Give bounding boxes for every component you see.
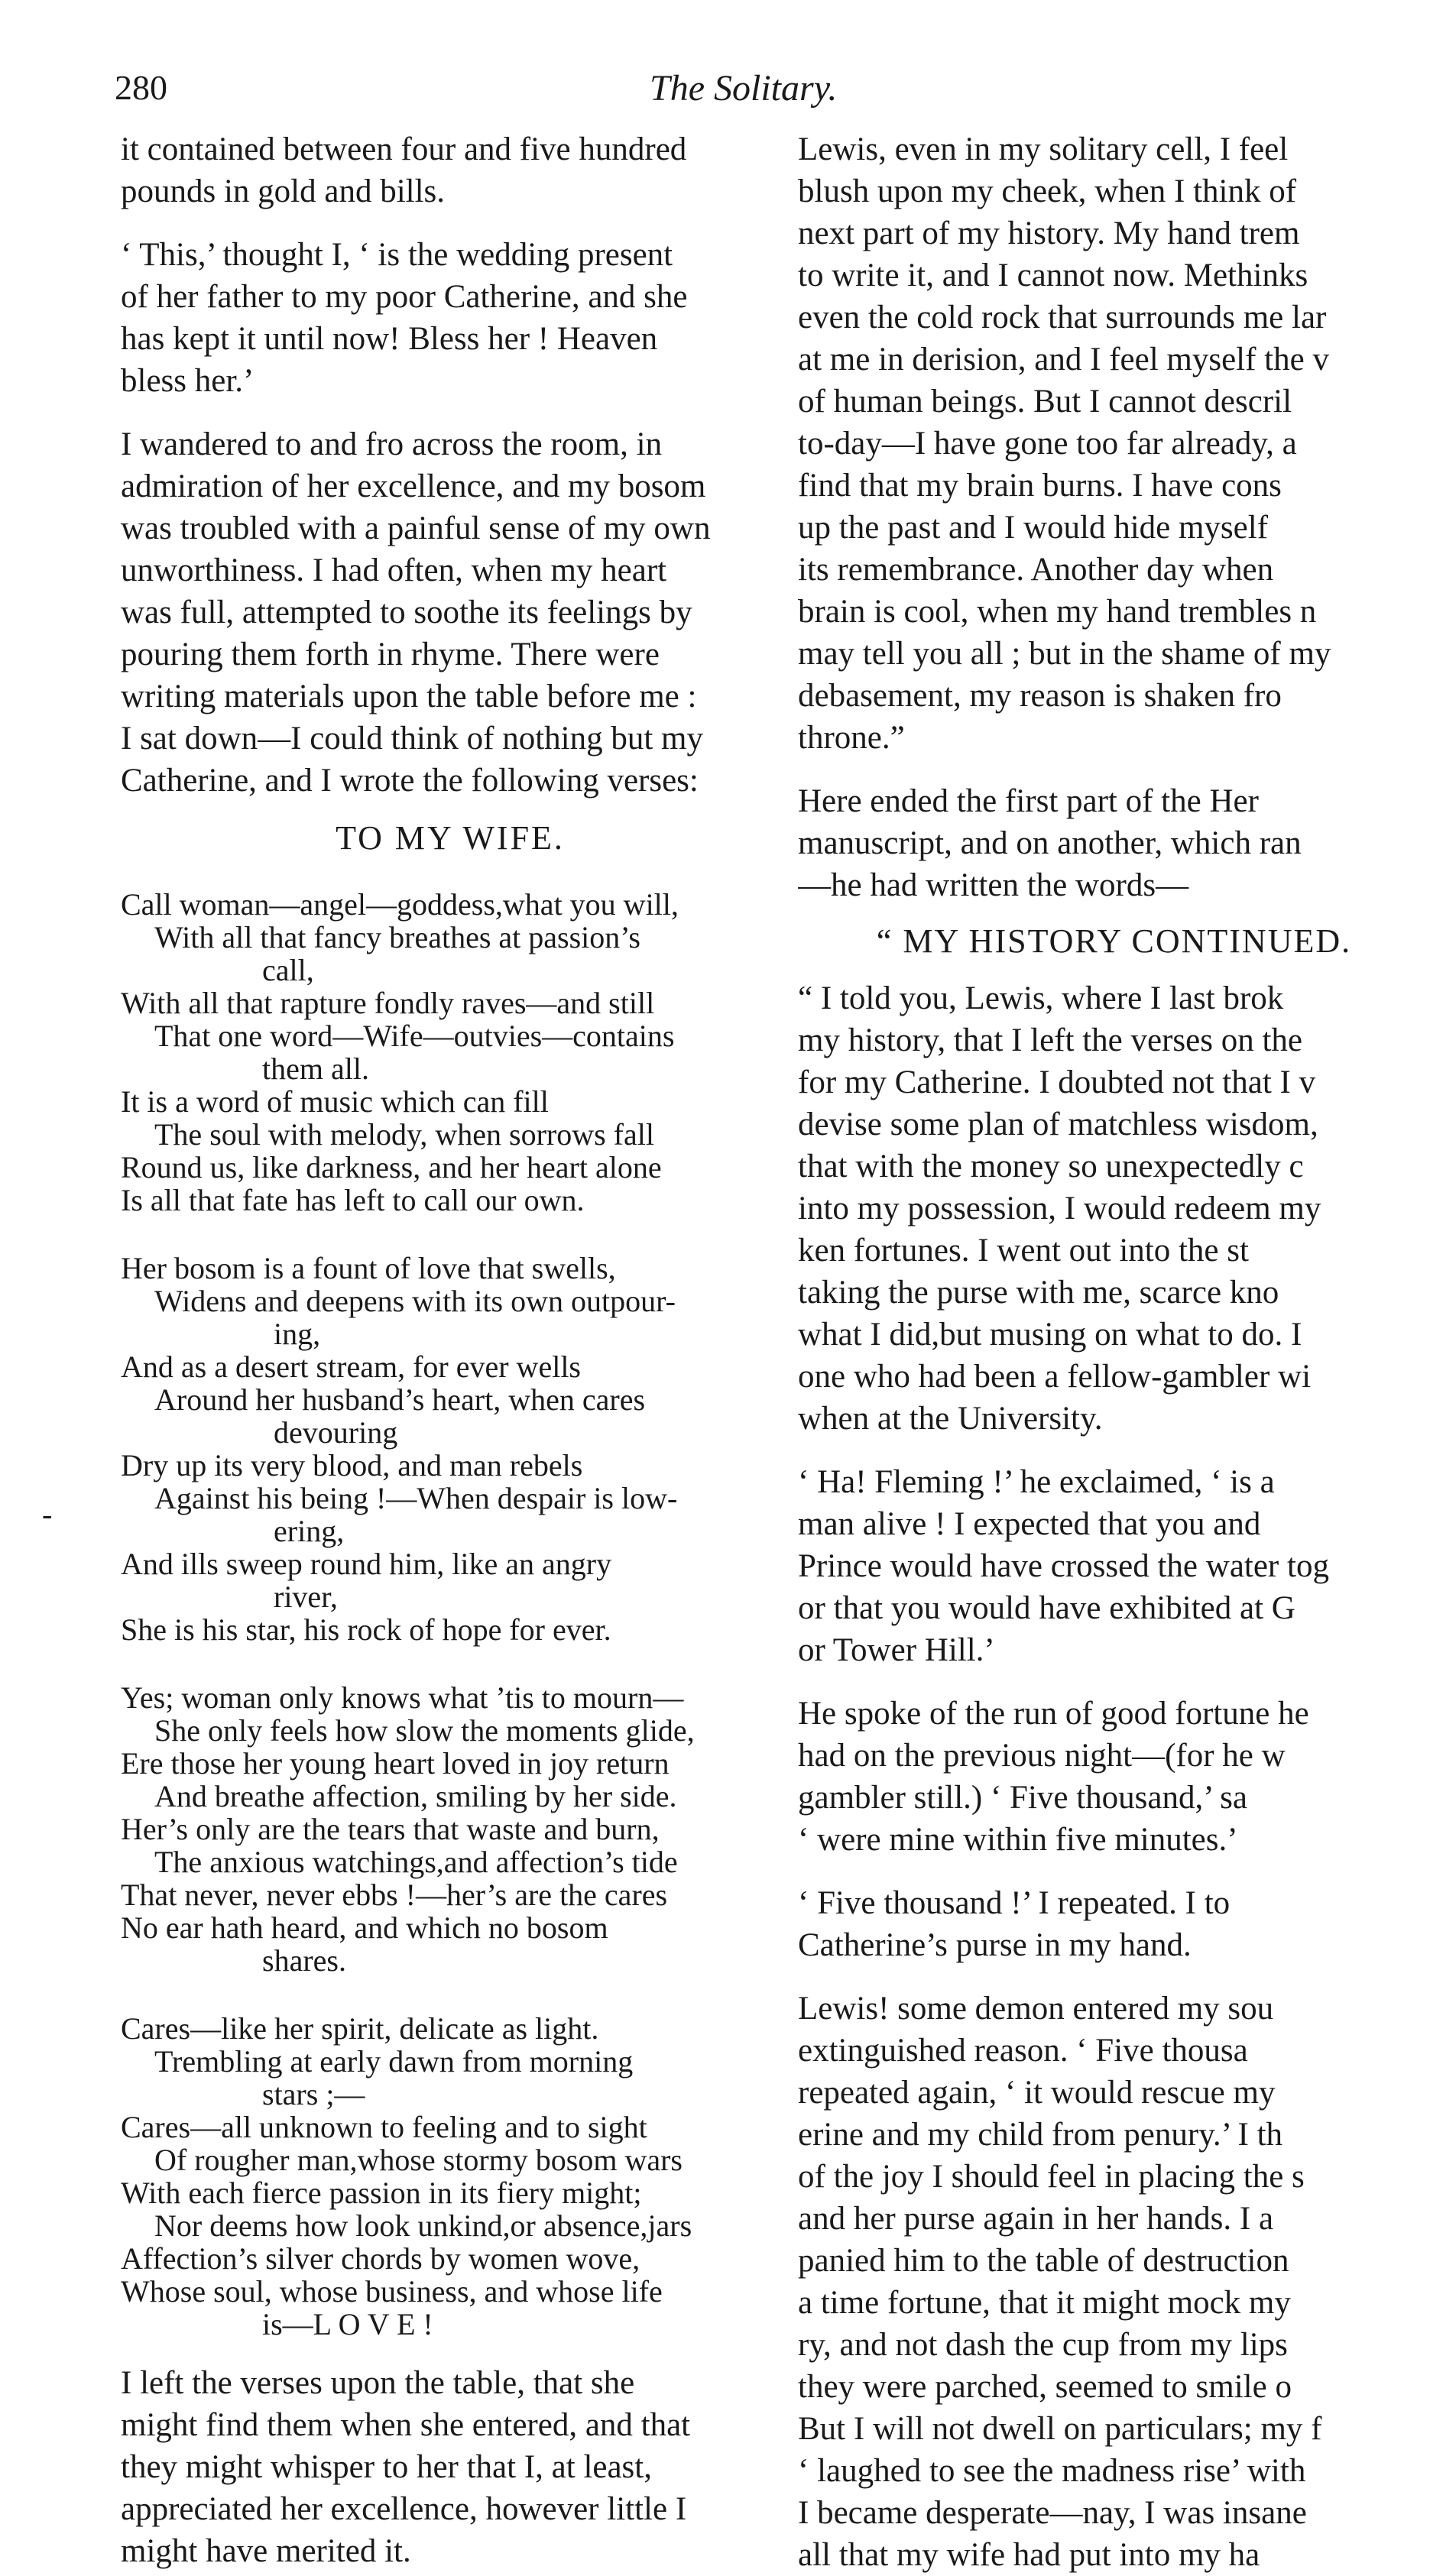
text-line: when at the University. — [798, 1401, 1103, 1437]
text-line: my history, that I left the verses on the — [798, 1022, 1302, 1058]
verse-line: She is his star, his rock of hope for ever. — [121, 1612, 611, 1647]
text-line: ‘ Five thousand !’ I repeated. I to — [798, 1885, 1231, 1921]
page-number: 280 — [115, 68, 167, 107]
page-header — [115, 67, 1338, 121]
text-line: of the joy I should feel in placing the s — [798, 2159, 1305, 2195]
verse-line: Of rougher man,whose stormy bosom wars — [154, 2143, 683, 2177]
verse-line: Affection’s silver chords by women wove, — [121, 2241, 640, 2276]
text-line: they were parched, seemed to smile o — [798, 2369, 1292, 2405]
text-line: was troubled with a painful sense of my own — [121, 510, 711, 546]
verse-line: With each fierce passion in its fiery might; — [121, 2176, 642, 2210]
text-line: and her purse again in her hands. I a — [798, 2201, 1274, 2237]
verse-line: With all that rapture fondly raves—and still — [121, 986, 655, 1020]
verse-line: That one word—Wife—outvies—contains — [154, 1019, 675, 1053]
poem-title: TO MY WIFE. — [336, 819, 565, 857]
text-line: ‘ were mine within five minutes.’ — [798, 1822, 1238, 1858]
verse-line: Ere those her young heart loved in joy return — [121, 1746, 670, 1781]
verse-line: Round us, like darkness, and her heart alone — [121, 1150, 662, 1184]
verse-line: And breathe affection, smiling by her side. — [154, 1779, 677, 1813]
text-line: might have merited it. — [121, 2533, 411, 2569]
section-title: “ MY HISTORY CONTINUED. — [876, 922, 1352, 960]
text-line: of human beings. But I cannot descril — [798, 384, 1292, 420]
text-line: devise some plan of matchless wisdom, — [798, 1107, 1318, 1142]
poem — [121, 888, 780, 2341]
verse-line: Whose soul, whose business, and whose life — [121, 2274, 663, 2309]
verse-line: She only feels how slow the moments glide, — [154, 1713, 695, 1748]
verse-line: That never, never ebbs !—her’s are the cares — [121, 1878, 668, 1912]
verse-line: Call woman—angel—goddess,what you will, — [121, 887, 679, 922]
verse-line: Dry up its very blood, and man rebels — [121, 1448, 583, 1482]
text-line: ‘ laughed to see the madness rise’ with — [798, 2453, 1306, 2489]
verse-line: With all that fancy breathes at passion’s — [154, 920, 640, 954]
text-line: up the past and I would hide myself — [798, 510, 1269, 546]
verse-line: call, — [262, 953, 314, 987]
verse-line: The anxious watchings,and affection’s tide — [154, 1845, 678, 1879]
left-column — [121, 128, 780, 2572]
text-line: may tell you all ; but in the shame of my — [798, 636, 1331, 672]
stanza — [121, 1252, 780, 1646]
text-line: gambler still.) ‘ Five thousand,’ sa — [798, 1780, 1247, 1816]
text-line: pounds in gold and bills. — [121, 173, 446, 209]
text-line: Here ended the first part of the Her — [798, 783, 1259, 819]
paragraph — [798, 1988, 1430, 2576]
verse-line: Is all that fate has left to call our own. — [121, 1183, 585, 1217]
text-line: has kept it until now! Bless her ! Heaven — [121, 321, 658, 357]
text-line: admiration of her excellence, and my bosom — [121, 468, 706, 504]
stanza — [121, 1681, 780, 1977]
text-line: I became desperate—nay, I was insane — [798, 2495, 1307, 2531]
paragraph — [121, 234, 780, 402]
text-line: what I did,but musing on what to do. I — [798, 1317, 1302, 1353]
text-line: extinguished reason. ‘ Five thousa — [798, 2033, 1248, 2069]
text-line: erine and my child from penury.’ I th — [798, 2117, 1283, 2153]
paragraph — [121, 2362, 780, 2572]
margin-mark: ‐ — [42, 1497, 53, 1531]
text-line: next part of my history. My hand trem — [798, 215, 1300, 251]
verse-line: Yes; woman only knows what ’tis to mourn— — [121, 1680, 684, 1715]
verse-line: Around her husband’s heart, when cares — [154, 1382, 646, 1417]
verse-line: The soul with melody, when sorrows fall — [154, 1117, 654, 1152]
text-line: But I will not dwell on particulars; my f — [798, 2411, 1322, 2447]
text-line: that with the money so unexpectedly c — [798, 1149, 1304, 1184]
verse-line: Trembling at early dawn from morning — [154, 2044, 634, 2079]
text-line: ‘ Ha! Fleming !’ he exclaimed, ‘ is a — [798, 1464, 1275, 1500]
text-line: repeated again, ‘ it would rescue my — [798, 2075, 1276, 2111]
verse-line: Cares—all unknown to feeling and to sight — [121, 2110, 647, 2144]
text-line: ken fortunes. I went out into the st — [798, 1233, 1249, 1269]
right-column — [798, 128, 1430, 2576]
text-line: man alive ! I expected that you and — [798, 1506, 1261, 1542]
verse-line: Widens and deepens with its own outpour- — [154, 1284, 676, 1318]
text-line: bless her.’ — [121, 363, 255, 399]
stanza — [121, 2012, 780, 2341]
verse-line: No ear hath heard, and which no bosom — [121, 1910, 608, 1945]
text-line: writing materials upon the table before me : — [121, 679, 697, 714]
text-line: or that you would have exhibited at G — [798, 1590, 1295, 1626]
text-line: it contained between four and five hundred — [121, 131, 687, 167]
text-line: —he had written the words— — [798, 867, 1189, 903]
paragraph — [121, 423, 780, 802]
paragraph — [798, 1461, 1430, 1671]
text-line: Catherine, and I wrote the following verses: — [121, 763, 699, 799]
text-line: pouring them forth in rhyme. There were — [121, 637, 660, 672]
stanza — [121, 888, 780, 1217]
text-line: to write it, and I cannot now. Methinks — [798, 258, 1308, 293]
text-line: I left the verses upon the table, that she — [121, 2365, 635, 2401]
text-line: a time fortune, that it might mock my — [798, 2285, 1291, 2321]
text-line: ry, and not dash the cup from my lips — [798, 2327, 1288, 2363]
text-line: Lewis, even in my solitary cell, I feel — [798, 131, 1289, 167]
text-line: Lewis! some demon entered my sou — [798, 1991, 1274, 2027]
verse-line: And ills sweep round him, like an angry — [121, 1547, 612, 1581]
text-line: “ I told you, Lewis, where I last brok — [798, 980, 1284, 1016]
paragraph — [798, 977, 1430, 1440]
verse-line: It is a word of music which can fill — [121, 1084, 549, 1119]
text-line: or Tower Hill.’ — [798, 1632, 995, 1668]
text-line: I sat down—I could think of nothing but my — [121, 721, 703, 757]
text-line: for my Catherine. I doubted not that I v — [798, 1064, 1316, 1100]
text-line: they might whisper to her that I, at least, — [121, 2449, 652, 2485]
verse-line: them all. — [262, 1051, 369, 1086]
text-line: brain is cool, when my hand trembles n — [798, 594, 1317, 630]
text-line: had on the previous night—(for he w — [798, 1738, 1286, 1774]
paragraph — [798, 1882, 1430, 1966]
verse-line: stars ;— — [262, 2077, 365, 2111]
verse-line: Her bosom is a fount of love that swells, — [121, 1251, 616, 1285]
verse-line: ing, — [274, 1317, 321, 1351]
verse-line: Her’s only are the tears that waste and burn, — [121, 1812, 660, 1846]
text-line: unworthiness. I had often, when my heart — [121, 552, 667, 588]
text-line: might find them when she entered, and that — [121, 2407, 691, 2443]
verse-line: ering, — [274, 1514, 345, 1548]
text-line: He spoke of the run of good fortune he — [798, 1696, 1309, 1732]
text-line: its remembrance. Another day when — [798, 552, 1274, 588]
running-title: The Solitary. — [650, 68, 838, 109]
verse-line: Nor deems how look unkind,or absence,jars — [154, 2208, 692, 2243]
text-line: even the cold rock that surrounds me lar — [798, 300, 1327, 335]
verse-line: devouring — [274, 1415, 398, 1450]
text-line: all that my wife had put into my ha — [798, 2537, 1260, 2573]
text-line: appreciated her excellence, however little I — [121, 2491, 687, 2527]
paragraph — [798, 128, 1430, 759]
paragraph — [798, 1693, 1430, 1861]
text-line: one who had been a fellow-gambler wi — [798, 1359, 1312, 1395]
text-line: debasement, my reason is shaken fro — [798, 678, 1282, 714]
text-line: Prince would have crossed the water tog — [798, 1548, 1329, 1584]
text-line: was full, attempted to soothe its feelings by — [121, 595, 692, 630]
verse-line: is—L O V E ! — [262, 2307, 433, 2341]
text-line: manuscript, and on another, which ran — [798, 825, 1302, 861]
text-line: Catherine’s purse in my hand. — [798, 1927, 1192, 1963]
verse-line: Against his being !—When despair is low- — [154, 1481, 678, 1515]
paragraph — [121, 128, 780, 212]
verse-line: Cares—like her spirit, delicate as light. — [121, 2011, 599, 2046]
text-line: to-day—I have gone too far already, a — [798, 426, 1297, 462]
text-line: I wandered to and fro across the room, in — [121, 426, 663, 462]
text-line: at me in derision, and I feel myself the v — [798, 342, 1329, 377]
text-line: of her father to my poor Catherine, and she — [121, 279, 688, 315]
text-line: blush upon my cheek, when I think of — [798, 173, 1297, 209]
verse-line: shares. — [262, 1943, 346, 1978]
text-line: ‘ This,’ thought I, ‘ is the wedding present — [121, 237, 673, 273]
text-line: find that my brain burns. I have cons — [798, 468, 1282, 504]
verse-line: river, — [274, 1580, 338, 1614]
text-line: into my possession, I would redeem my — [798, 1191, 1321, 1226]
verse-line: And as a desert stream, for ever wells — [121, 1350, 581, 1384]
text-line: panied him to the table of destruction — [798, 2243, 1289, 2279]
paragraph — [798, 780, 1430, 906]
text-line: throne.” — [798, 720, 905, 756]
text-line: taking the purse with me, scarce kno — [798, 1275, 1279, 1311]
